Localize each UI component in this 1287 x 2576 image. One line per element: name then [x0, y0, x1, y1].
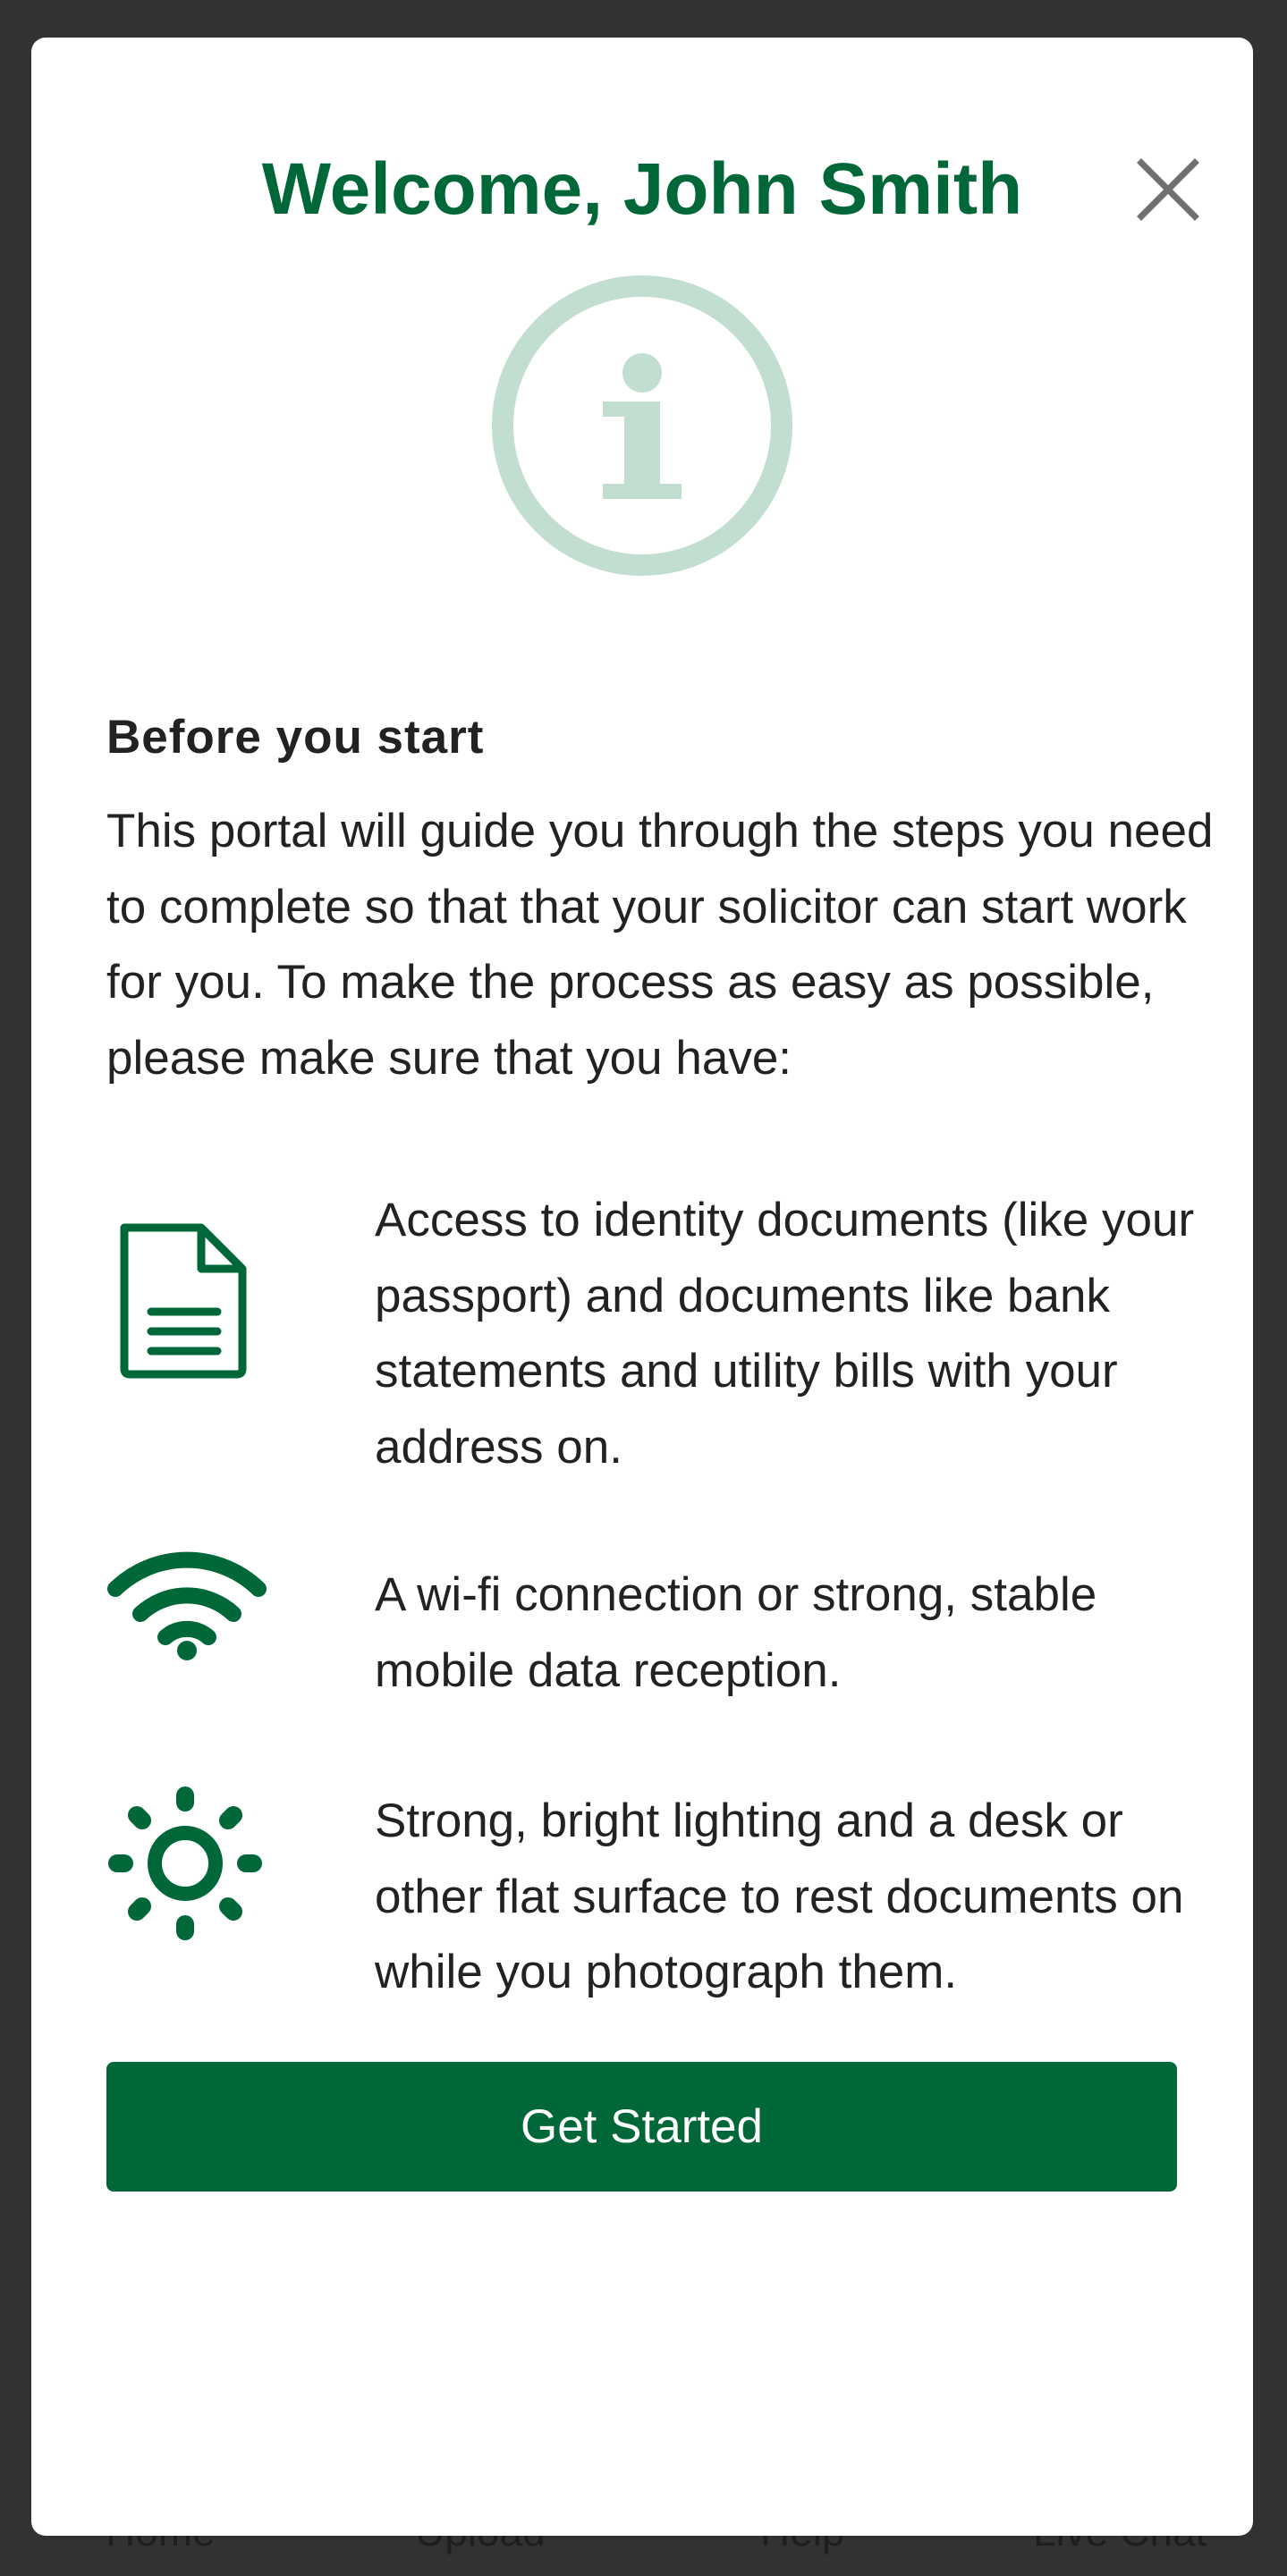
sun-icon: [106, 1785, 264, 1942]
close-button[interactable]: [1105, 127, 1231, 252]
intro-text: This portal will guide you through the steps you need to complete so that that your solicitor can start work for you. To make the process as easy as possible, please make sure that you have:: [106, 805, 1214, 1085]
wifi-icon: [106, 1537, 267, 1662]
get-started-button[interactable]: Get Started: [106, 2062, 1177, 2192]
requirement-documents-text: Access to identity documents (like your passport) and documents like bank statements and utility bills with your address on.: [375, 1194, 1195, 1474]
info-icon: [492, 275, 792, 576]
modal-title: Welcome, John Smith: [261, 148, 1023, 230]
document-icon: [112, 1222, 255, 1380]
close-icon: [1105, 127, 1231, 252]
requirement-connection-text: A wi-fi connection or strong, stable mobile data reception.: [375, 1568, 1097, 1697]
requirement-lighting-text: Strong, bright lighting and a desk or other flat surface to rest documents on while you photograph them.: [375, 1795, 1184, 1998]
section-heading: Before you start: [106, 711, 485, 764]
welcome-modal: [31, 38, 1253, 2536]
